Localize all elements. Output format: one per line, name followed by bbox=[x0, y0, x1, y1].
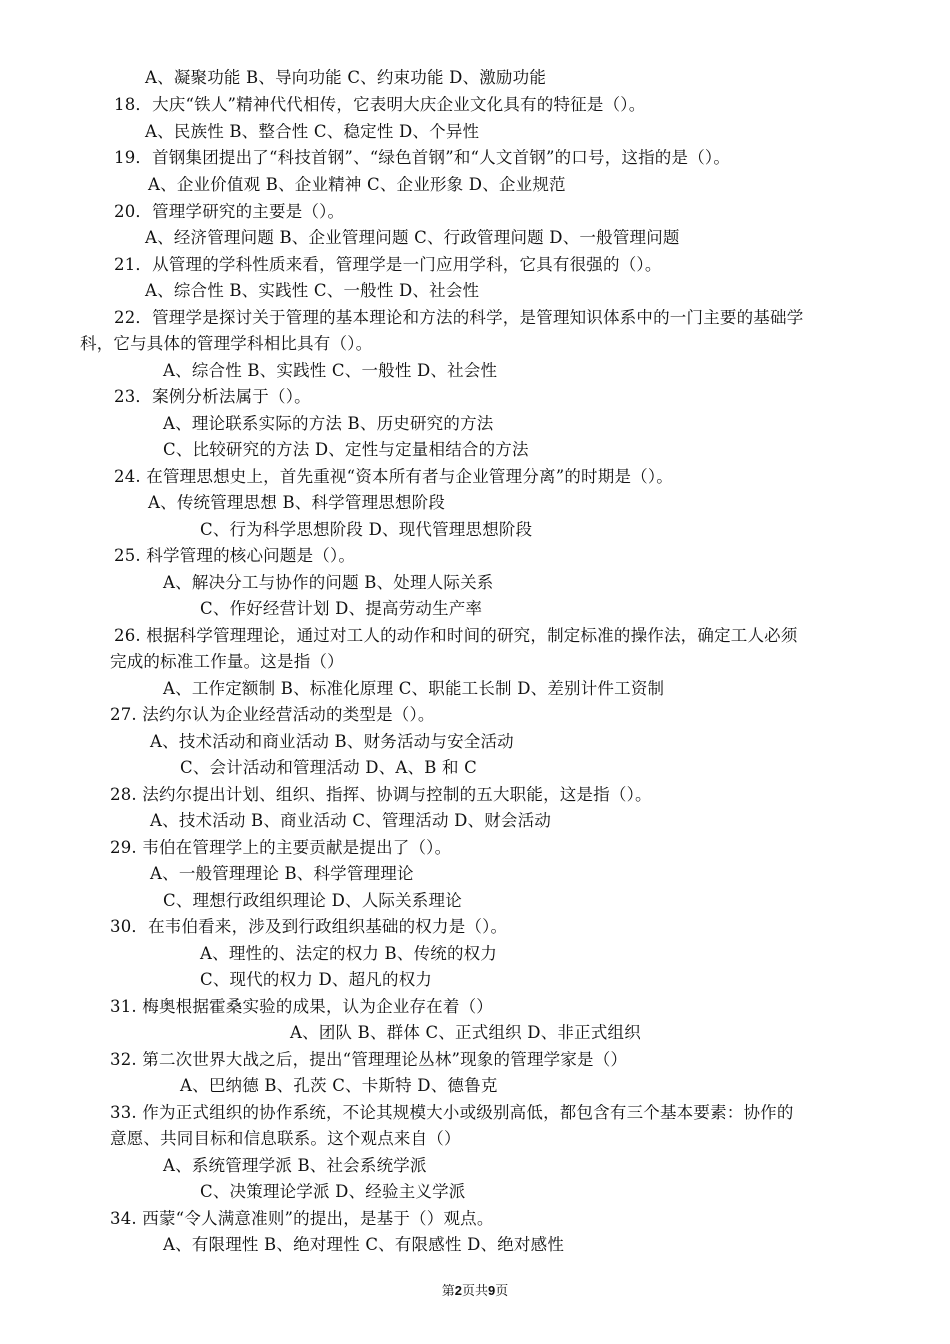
options-24-a: A、传统管理思想 B、科学管理思想阶段 bbox=[148, 493, 446, 512]
question-32: 32. 第二次世界大战之后，提出“管理理论丛林”现象的管理学家是（） bbox=[110, 1050, 628, 1069]
options-27-b: C、会计活动和管理活动 D、A、B 和 C bbox=[180, 758, 477, 777]
options-34: A、有限理性 B、绝对理性 C、有限感性 D、绝对感性 bbox=[163, 1235, 565, 1254]
options-18: A、民族性 B、整合性 C、稳定性 D、个异性 bbox=[145, 122, 480, 141]
options-33-b: C、决策理论学派 D、经验主义学派 bbox=[200, 1182, 466, 1201]
question-28: 28. 法约尔提出计划、组织、指挥、协调与控制的五大职能，这是指（）。 bbox=[110, 785, 652, 804]
footer-text: 页共 bbox=[461, 1284, 488, 1299]
question-27: 27. 法约尔认为企业经营活动的类型是（）。 bbox=[110, 705, 435, 724]
options-26: A、工作定额制 B、标准化原理 C、职能工长制 D、差别计件工资制 bbox=[163, 679, 665, 698]
question-24: 24. 在管理思想史上，首先重视“资本所有者与企业管理分离”的时期是（）。 bbox=[114, 467, 674, 486]
current-page-number: 2 bbox=[454, 1283, 462, 1298]
options-22: A、综合性 B、实践性 C、一般性 D、社会性 bbox=[163, 361, 498, 380]
options-21: A、综合性 B、实践性 C、一般性 D、社会性 bbox=[145, 281, 480, 300]
options-20: A、经济管理问题 B、企业管理问题 C、行政管理问题 D、一般管理问题 bbox=[145, 228, 680, 247]
question-34: 34. 西蒙“令人满意准则”的提出，是基于（）观点。 bbox=[110, 1209, 494, 1228]
options-30-b: C、现代的权力 D、超凡的权力 bbox=[200, 970, 433, 989]
question-31: 31. 梅奥根据霍桑实验的成果，认为企业存在着（） bbox=[110, 997, 493, 1016]
page-footer bbox=[0, 1282, 950, 1301]
question-19: 19．首钢集团提出了“科技首钢”、“绿色首钢”和“人文首钢”的口号，这指的是（）。 bbox=[114, 148, 731, 167]
question-23: 23．案例分析法属于（）。 bbox=[114, 387, 311, 406]
question-25: 25. 科学管理的核心问题是（）。 bbox=[114, 546, 356, 565]
options-28: A、技术活动 B、商业活动 C、管理活动 D、财会活动 bbox=[150, 811, 552, 830]
options-33-a: A、系统管理学派 B、社会系统学派 bbox=[163, 1156, 427, 1175]
options-25-a: A、解决分工与协作的问题 B、处理人际关系 bbox=[163, 573, 494, 592]
total-pages-number: 9 bbox=[488, 1283, 496, 1298]
options-23-b: C、比较研究的方法 D、定性与定量相结合的方法 bbox=[163, 440, 529, 459]
options-25-b: C、作好经营计划 D、提高劳动生产率 bbox=[200, 599, 483, 618]
options-32: A、巴纳德 B、孔茨 C、卡斯特 D、德鲁克 bbox=[180, 1076, 498, 1095]
question-20: 20．管理学研究的主要是（）。 bbox=[114, 202, 345, 221]
question-18: 18．大庆“铁人”精神代代相传，它表明大庆企业文化具有的特征是（）。 bbox=[114, 95, 646, 114]
options-31: A、团队 B、群体 C、正式组织 D、非正式组织 bbox=[290, 1023, 641, 1042]
options-30-a: A、理性的、法定的权力 B、传统的权力 bbox=[200, 944, 498, 963]
question-29: 29. 韦伯在管理学上的主要贡献是提出了（）。 bbox=[110, 838, 452, 857]
options-24-b: C、行为科学思想阶段 D、现代管理思想阶段 bbox=[200, 520, 533, 539]
options-29-b: C、理想行政组织理论 D、人际关系理论 bbox=[163, 891, 462, 910]
footer-text: 第 bbox=[441, 1284, 455, 1299]
question-33: 33. 作为正式组织的协作系统，不论其规模大小或级别高低，都包含有三个基本要素：协作的 bbox=[110, 1103, 794, 1122]
question-22-cont: 科，它与具体的管理学科相比具有（）。 bbox=[80, 334, 373, 353]
options-19: A、企业价值观 B、企业精神 C、企业形象 D、企业规范 bbox=[148, 175, 566, 194]
question-26-cont: 完成的标准工作量。这是指（） bbox=[110, 652, 344, 671]
options-23-a: A、理论联系实际的方法 B、历史研究的方法 bbox=[163, 414, 494, 433]
question-30: 30．在韦伯看来，涉及到行政组织基础的权力是（）。 bbox=[110, 917, 508, 936]
text-line: A、凝聚功能 B、导向功能 C、约束功能 D、激励功能 bbox=[145, 68, 547, 87]
question-22: 22．管理学是探讨关于管理的基本理论和方法的科学，是管理知识体系中的一门主要的基础学 bbox=[114, 308, 804, 327]
options-29-a: A、一般管理理论 B、科学管理理论 bbox=[150, 864, 414, 883]
footer-text: 页 bbox=[495, 1284, 509, 1299]
options-27-a: A、技术活动和商业活动 B、财务活动与安全活动 bbox=[150, 732, 514, 751]
question-21: 21．从管理的学科性质来看，管理学是一门应用学科，它具有很强的（）。 bbox=[114, 255, 662, 274]
question-26: 26. 根据科学管理理论，通过对工人的动作和时间的研究，制定标准的操作法，确定工人必须 bbox=[114, 626, 798, 645]
question-33-cont: 意愿、共同目标和信息联系。这个观点来自（） bbox=[110, 1129, 461, 1148]
